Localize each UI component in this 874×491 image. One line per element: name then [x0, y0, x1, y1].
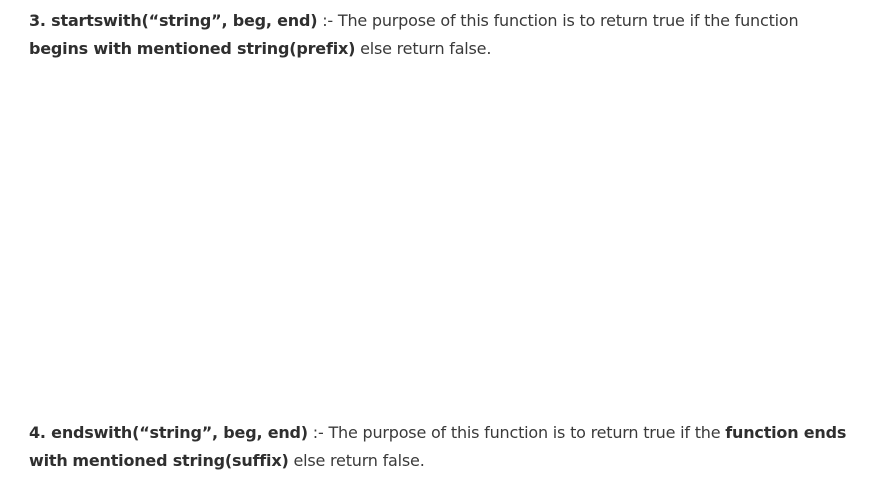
- blank-content-area: [29, 70, 859, 400]
- endswith-intro-text: :- The purpose of this function is to return true if the: [307, 423, 726, 442]
- startswith-intro-text: :- The purpose of this function is to return true if the function: [317, 11, 799, 30]
- endswith-tail-text: else return false.: [288, 451, 425, 470]
- endswith-emphasis-suffix: mentioned string(suffix): [72, 451, 289, 470]
- startswith-description: [29, 7, 859, 63]
- startswith-signature: 3. startswith(“string”, beg, end): [29, 11, 318, 30]
- endswith-emphasis-ends: function ends with: [29, 423, 847, 470]
- startswith-emphasis-prefix: mentioned string(prefix): [136, 39, 356, 58]
- startswith-tail-text: else return false.: [355, 39, 492, 58]
- endswith-signature: 4. endswith(“string”, beg, end): [29, 423, 308, 442]
- startswith-emphasis-begins: begins with: [29, 39, 132, 58]
- endswith-description: [29, 419, 859, 475]
